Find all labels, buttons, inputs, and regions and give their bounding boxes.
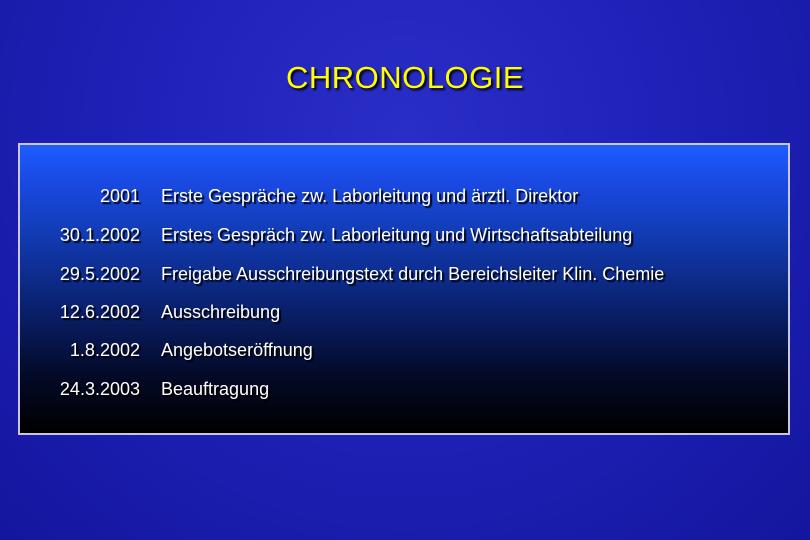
chronology-panel xyxy=(18,143,790,435)
timeline-event: Angebotseröffnung xyxy=(161,340,313,360)
timeline-event: Erste Gespräche zw. Laborleitung und ärztl. Direktor xyxy=(161,186,579,206)
timeline-row xyxy=(20,331,788,369)
timeline-event: Beauftragung xyxy=(161,379,270,399)
timeline-row xyxy=(20,216,788,254)
timeline-event: Erstes Gespräch zw. Laborleitung und Wirtschaftsabteilung xyxy=(161,225,633,245)
timeline-date: 1.8.2002 xyxy=(69,340,140,360)
timeline-date: 24.3.2003 xyxy=(59,379,140,399)
timeline-event: Freigabe Ausschreibungstext durch Bereichsleiter Klin. Chemie xyxy=(161,264,665,284)
slide-title: CHRONOLOGIE xyxy=(285,60,525,95)
timeline-row xyxy=(20,370,788,408)
timeline-date: 12.6.2002 xyxy=(59,302,140,322)
timeline-row xyxy=(20,177,788,215)
timeline-row xyxy=(20,255,788,293)
timeline-date: 2001 xyxy=(99,186,140,206)
timeline-date: 30.1.2002 xyxy=(59,225,140,245)
timeline-date: 29.5.2002 xyxy=(59,264,140,284)
timeline-row xyxy=(20,293,788,331)
timeline-event: Ausschreibung xyxy=(161,302,281,322)
